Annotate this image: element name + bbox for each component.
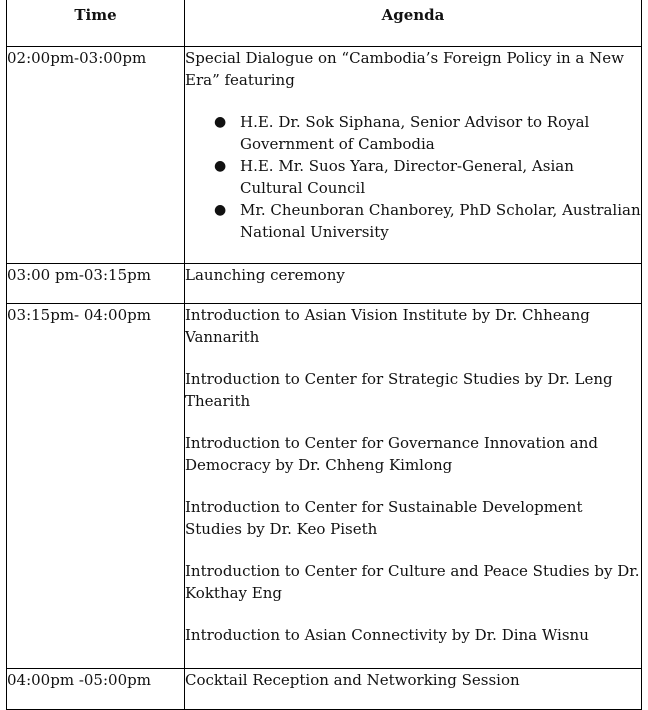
table-row [7, 264, 642, 304]
speaker-list [185, 111, 641, 243]
agenda-item: Introduction to Center for Culture and Peace Studies by Dr. Kokthay Eng [185, 562, 640, 602]
bullet-icon: ● [214, 114, 227, 130]
agenda-cell [185, 264, 642, 304]
time-cell: 02:00pm-03:00pm [7, 47, 185, 264]
agenda-item: Introduction to Center for Strategic Studies by Dr. Leng Thearith [185, 370, 613, 410]
agenda-item: Introduction to Center for Governance Innovation and Democracy by Dr. Chheng Kimlong [185, 434, 598, 474]
agenda-cell [185, 304, 642, 669]
agenda-item: Introduction to Asian Vision Institute by Dr. Chheang Vannarith [185, 306, 590, 346]
dialogue-title: Special Dialogue on “Cambodia’s Foreign Policy in a New Era” featuring [185, 49, 624, 89]
agenda-cell [185, 669, 642, 710]
time-cell: 03:15pm- 04:00pm [7, 304, 185, 669]
agenda-cell [185, 47, 642, 264]
table-row [7, 47, 642, 264]
table-row [7, 304, 642, 669]
agenda-table [6, 0, 642, 710]
table-row [7, 669, 642, 710]
time-cell: 04:00pm -05:00pm [7, 669, 185, 710]
speaker-item: ● H.E. Dr. Sok Siphana, Senior Advisor to Royal Government of Cambodia [214, 113, 590, 153]
bullet-icon: ● [214, 158, 227, 174]
header-row [7, 0, 642, 47]
agenda-item: Introduction to Asian Connectivity by Dr. Dina Wisnu [185, 626, 589, 644]
time-cell: 03:00 pm-03:15pm [7, 264, 185, 304]
agenda-item: Introduction to Center for Sustainable Development Studies by Dr. Keo Piseth [185, 498, 583, 538]
bullet-icon: ● [214, 202, 227, 218]
agenda-header: Agenda [185, 0, 642, 47]
speaker-item: ● Mr. Cheunboran Chanborey, PhD Scholar, Australian National University [214, 201, 641, 241]
agenda-item: Launching ceremony [185, 266, 345, 284]
time-header: Time [7, 0, 185, 47]
speaker-item: ● H.E. Mr. Suos Yara, Director-General, Asian Cultural Council [214, 157, 574, 197]
agenda-item: Cocktail Reception and Networking Session [185, 671, 520, 689]
